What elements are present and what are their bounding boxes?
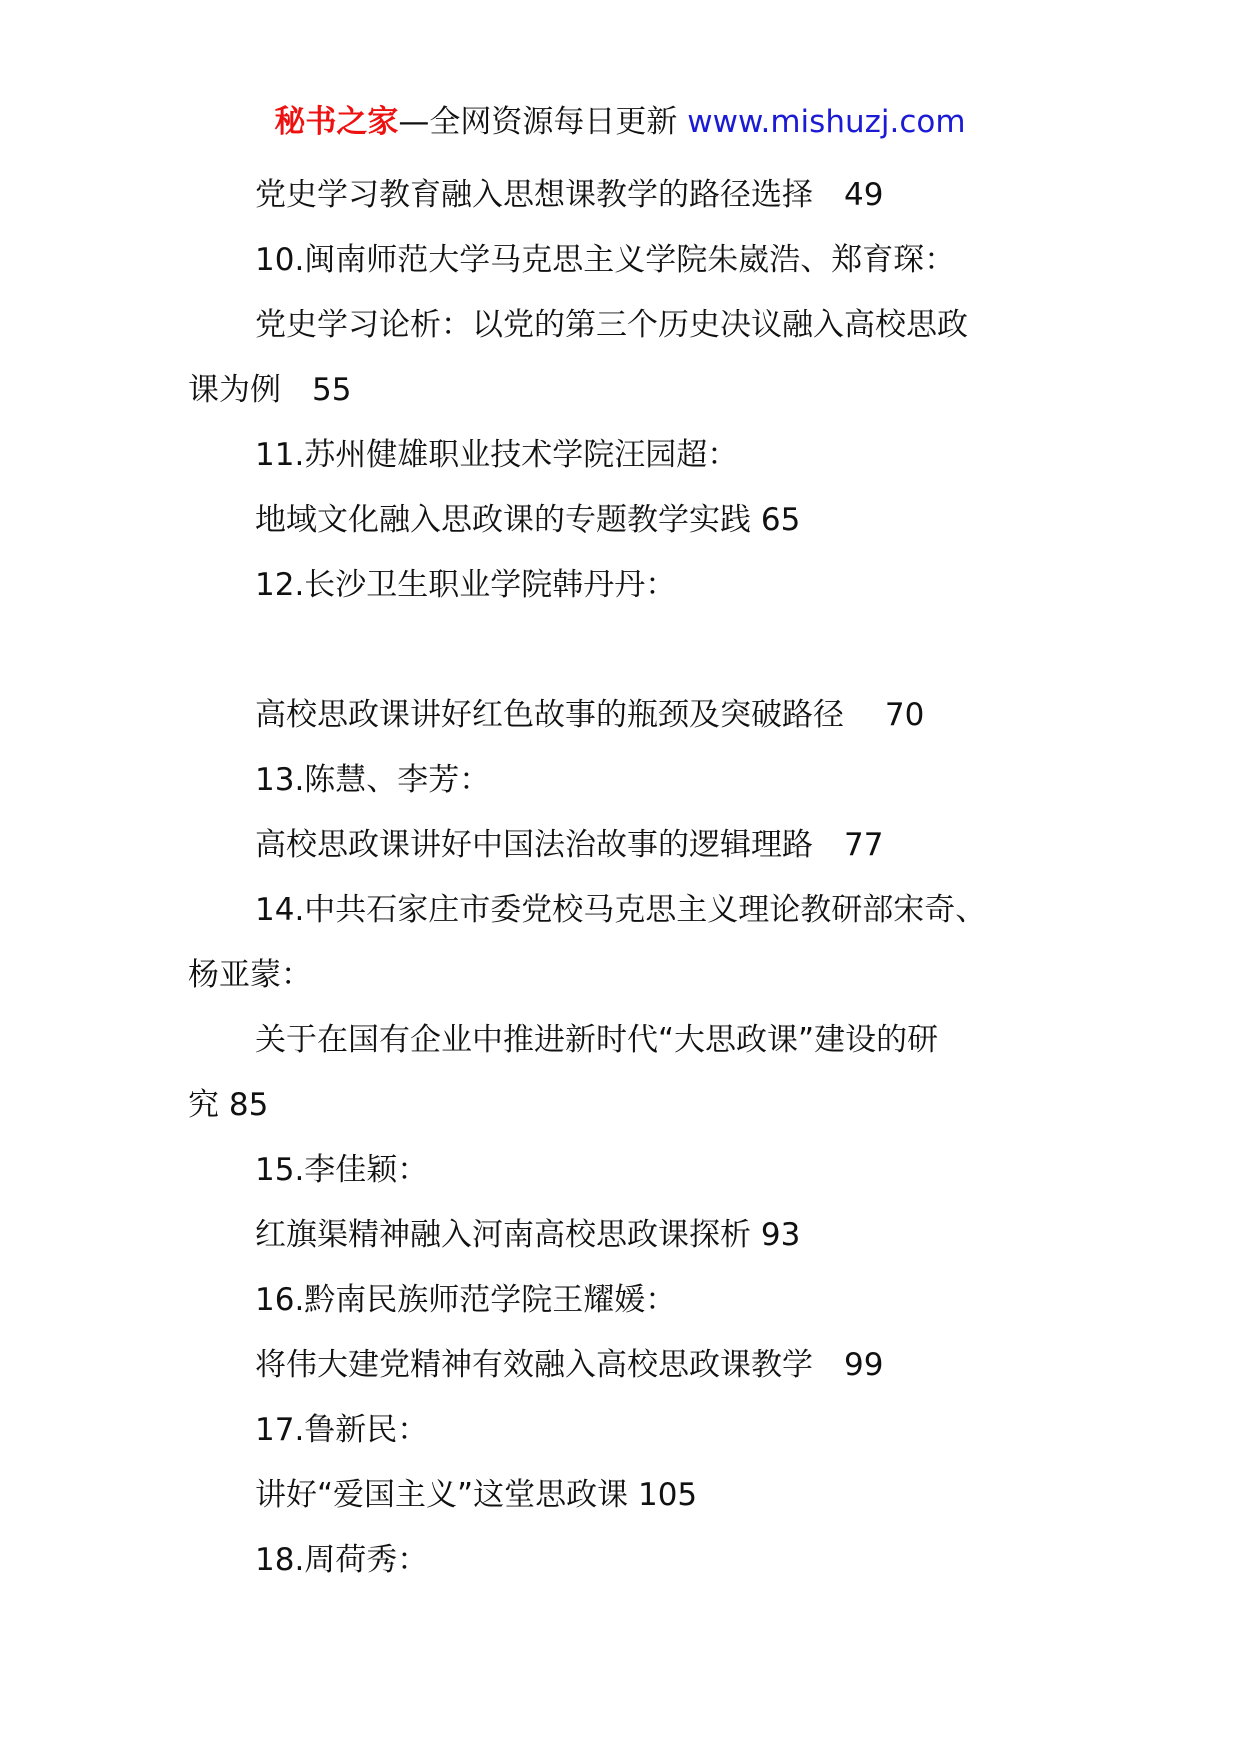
toc-entry: 杨亚蒙： bbox=[188, 957, 312, 993]
toc-entry: 11.苏州健雄职业技术学院汪园超： bbox=[255, 437, 739, 473]
toc-entry: 14.中共石家庄市委党校马克思主义理论教研部宋奇、 bbox=[255, 892, 987, 928]
toc-entry: 究 85 bbox=[188, 1087, 269, 1123]
toc-entry: 10.闽南师范大学马克思主义学院朱崴浩、郑育琛： bbox=[255, 242, 956, 278]
page-header bbox=[0, 100, 1240, 144]
toc-entry: 17.鲁新民： bbox=[255, 1412, 429, 1448]
toc-entry: 12.长沙卫生职业学院韩丹丹： bbox=[255, 567, 677, 603]
table-of-contents bbox=[188, 163, 1068, 1593]
header-url[interactable]: www.mishuzj.com bbox=[687, 104, 966, 140]
toc-entry: 16.黔南民族师范学院王耀媛： bbox=[255, 1282, 677, 1318]
toc-entry: 讲好“爱国主义”这堂思政课 105 bbox=[255, 1477, 698, 1513]
blank-line bbox=[188, 618, 1068, 683]
toc-entry: 关于在国有企业中推进新时代“大思政课”建设的研 bbox=[255, 1022, 939, 1058]
toc-entry: 将伟大建党精神有效融入高校思政课教学 99 bbox=[255, 1347, 884, 1383]
toc-entry: 高校思政课讲好中国法治故事的逻辑理路 77 bbox=[255, 827, 884, 863]
toc-entry: 党史学习论析：以党的第三个历史决议融入高校思政 bbox=[255, 307, 968, 343]
header-brand: 秘书之家 bbox=[274, 104, 399, 140]
toc-entry: 高校思政课讲好红色故事的瓶颈及突破路径 70 bbox=[255, 697, 925, 733]
toc-entry: 地域文化融入思政课的专题教学实践 65 bbox=[255, 502, 801, 538]
header-tagline: —全网资源每日更新 bbox=[398, 104, 688, 140]
toc-entry: 18.周荷秀： bbox=[255, 1542, 429, 1578]
toc-entry: 13.陈慧、李芳： bbox=[255, 762, 491, 798]
toc-entry: 课为例 55 bbox=[188, 372, 352, 408]
toc-entry: 红旗渠精神融入河南高校思政课探析 93 bbox=[255, 1217, 801, 1253]
toc-entry: 15.李佳颖： bbox=[255, 1152, 429, 1188]
toc-entry: 党史学习教育融入思想课教学的路径选择 49 bbox=[255, 177, 884, 213]
